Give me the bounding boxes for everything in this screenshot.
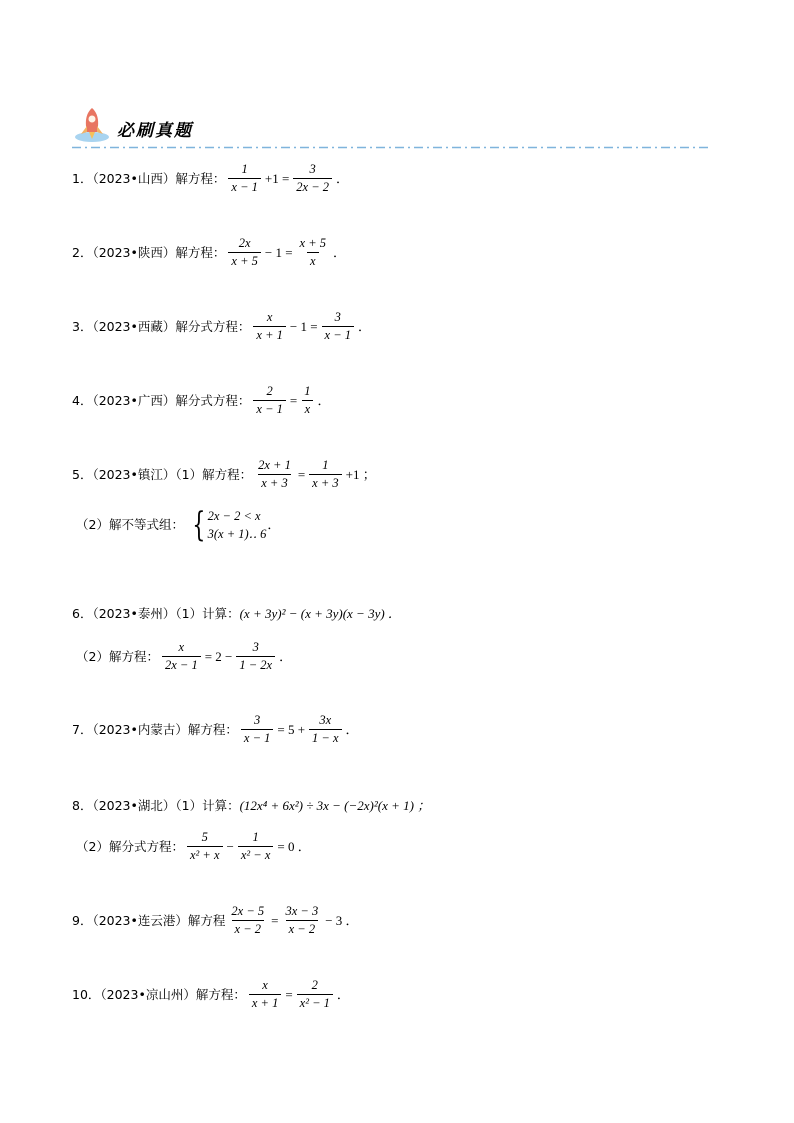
problem-4 [72, 384, 331, 417]
numerator: 3 [254, 713, 261, 727]
problem-label: 8．（2023•湖北）（1）计算： [72, 798, 240, 813]
problem-label: 4．（2023•广西）解分式方程： [72, 392, 251, 408]
fraction [309, 713, 341, 746]
problem-10 [72, 978, 351, 1011]
fraction [228, 904, 267, 937]
fraction [187, 830, 223, 863]
operator: − 1 = [289, 318, 318, 334]
fraction [238, 830, 274, 863]
numerator: 3 [334, 310, 341, 324]
operator: = [271, 912, 279, 928]
ending: ． [336, 986, 350, 1002]
fraction [309, 458, 341, 491]
fraction [236, 640, 275, 673]
denominator: x − 1 [241, 729, 273, 746]
ending: ． [317, 392, 331, 408]
numerator: 2x + 1 [258, 458, 291, 472]
section-header [72, 104, 712, 152]
denominator: x + 5 [228, 252, 260, 269]
ending: ． [358, 318, 372, 334]
numerator: 5 [201, 830, 208, 844]
numerator: 1 [304, 384, 311, 398]
numerator: 3 [252, 640, 259, 654]
brace-icon: { [192, 505, 206, 545]
denominator: 2x − 1 [162, 656, 201, 673]
denominator: x − 2 [232, 920, 264, 937]
numerator: 1 [241, 162, 248, 176]
problem-label: 7．（2023•内蒙古）解方程： [72, 721, 238, 737]
ending: ． [336, 170, 350, 186]
fraction [162, 640, 201, 673]
denominator: x + 1 [253, 326, 285, 343]
numerator: 2 [266, 384, 273, 398]
problem-9 [72, 904, 360, 937]
problem-label: 1．（2023•山西）解方程： [72, 170, 226, 186]
inequality-2: 3(x + 1)‥ 6 [207, 527, 267, 541]
denominator: x² − x [238, 846, 274, 863]
problem-8-part-2 [76, 830, 312, 863]
problem-label: 10．（2023•凉山州）解方程： [72, 986, 246, 1002]
problem-8-part-1 [72, 797, 430, 815]
denominator: x [302, 400, 314, 417]
ending: = 0 ． [277, 838, 311, 854]
fraction [322, 310, 354, 343]
inequality-1: 2x − 2 < x [207, 509, 261, 523]
numerator: 1 [322, 458, 329, 472]
operator: = [285, 986, 293, 1002]
denominator: x − 2 [286, 920, 318, 937]
problem-5 [72, 458, 377, 491]
problem-label: 5．（2023•镇江）（1）解方程： [72, 466, 253, 482]
numerator: x [266, 310, 273, 324]
header-divider [72, 146, 712, 149]
denominator: x − 1 [228, 178, 260, 195]
section-title: 必刷真题 [117, 121, 193, 141]
problem-label: （2）解不等式组： [76, 517, 184, 532]
operator: = 5 + [277, 721, 306, 737]
ending: ． [279, 648, 293, 664]
fraction [253, 310, 285, 343]
problem-label: 3．（2023•西藏）解分式方程： [72, 318, 251, 334]
problem-label: 2．（2023•陕西）解方程： [72, 244, 226, 260]
denominator: x² − 1 [297, 994, 333, 1011]
problem-2 [72, 236, 347, 269]
numerator: 3x − 3 [285, 904, 319, 918]
fraction [297, 978, 333, 1011]
denominator: x + 1 [249, 994, 281, 1011]
ending: ． [333, 244, 347, 260]
numerator: 3 [309, 162, 316, 176]
operator: − 1 = [264, 244, 293, 260]
denominator: x² + x [187, 846, 223, 863]
numerator: 2x [238, 236, 251, 250]
ending: +1 ； [345, 466, 376, 482]
problem-label: （2）解方程： [76, 648, 159, 664]
fraction [301, 384, 313, 417]
denominator: 2x − 2 [293, 178, 332, 195]
expression: (x + 3y)² − (x + 3y)(x − 3y) ． [239, 606, 401, 621]
denominator: x [307, 252, 319, 269]
denominator: 1 − 2x [236, 656, 275, 673]
fraction [228, 162, 260, 195]
fraction [293, 162, 332, 195]
operator: = 2 − [204, 648, 233, 664]
ending: ． [345, 721, 359, 737]
numerator: x + 5 [299, 236, 327, 250]
fraction [297, 236, 329, 269]
problem-label: 6．（2023•泰州）（1）计算： [72, 606, 240, 621]
fraction [249, 978, 281, 1011]
numerator: 3x [319, 713, 332, 727]
numerator: 1 [252, 830, 259, 844]
numerator: 2x − 5 [231, 904, 265, 918]
fraction [255, 458, 294, 491]
denominator: x + 3 [258, 474, 290, 491]
inequality-system [188, 507, 266, 543]
fraction [253, 384, 285, 417]
numerator: x [262, 978, 268, 992]
operator: − [226, 838, 234, 854]
expression: (12x⁴ + 6x²) ÷ 3x − (−2x)²(x + 1) ； [239, 798, 431, 813]
ending: ． [267, 517, 281, 532]
fraction [241, 713, 273, 746]
problem-1 [72, 162, 350, 195]
numerator: 2 [311, 978, 318, 992]
problem-6-part-2 [76, 640, 293, 673]
problem-5-part-2 [76, 507, 281, 543]
fraction [228, 236, 260, 269]
problem-6-part-1 [72, 605, 401, 623]
rocket-icon [72, 104, 112, 144]
problem-3 [72, 310, 372, 343]
ending: − 3 ． [325, 912, 359, 928]
denominator: x + 3 [309, 474, 341, 491]
numerator: x [178, 640, 185, 654]
denominator: 1 − x [309, 729, 341, 746]
fraction [282, 904, 321, 937]
problem-label: （2）解分式方程： [76, 838, 184, 854]
problem-label: 9．（2023•连云港）解方程 [72, 912, 226, 928]
denominator: x − 1 [253, 400, 285, 417]
denominator: x − 1 [322, 326, 354, 343]
operator: = [297, 466, 306, 482]
operator: = [289, 392, 298, 408]
problem-7 [72, 713, 360, 746]
operator: +1 = [264, 170, 290, 186]
